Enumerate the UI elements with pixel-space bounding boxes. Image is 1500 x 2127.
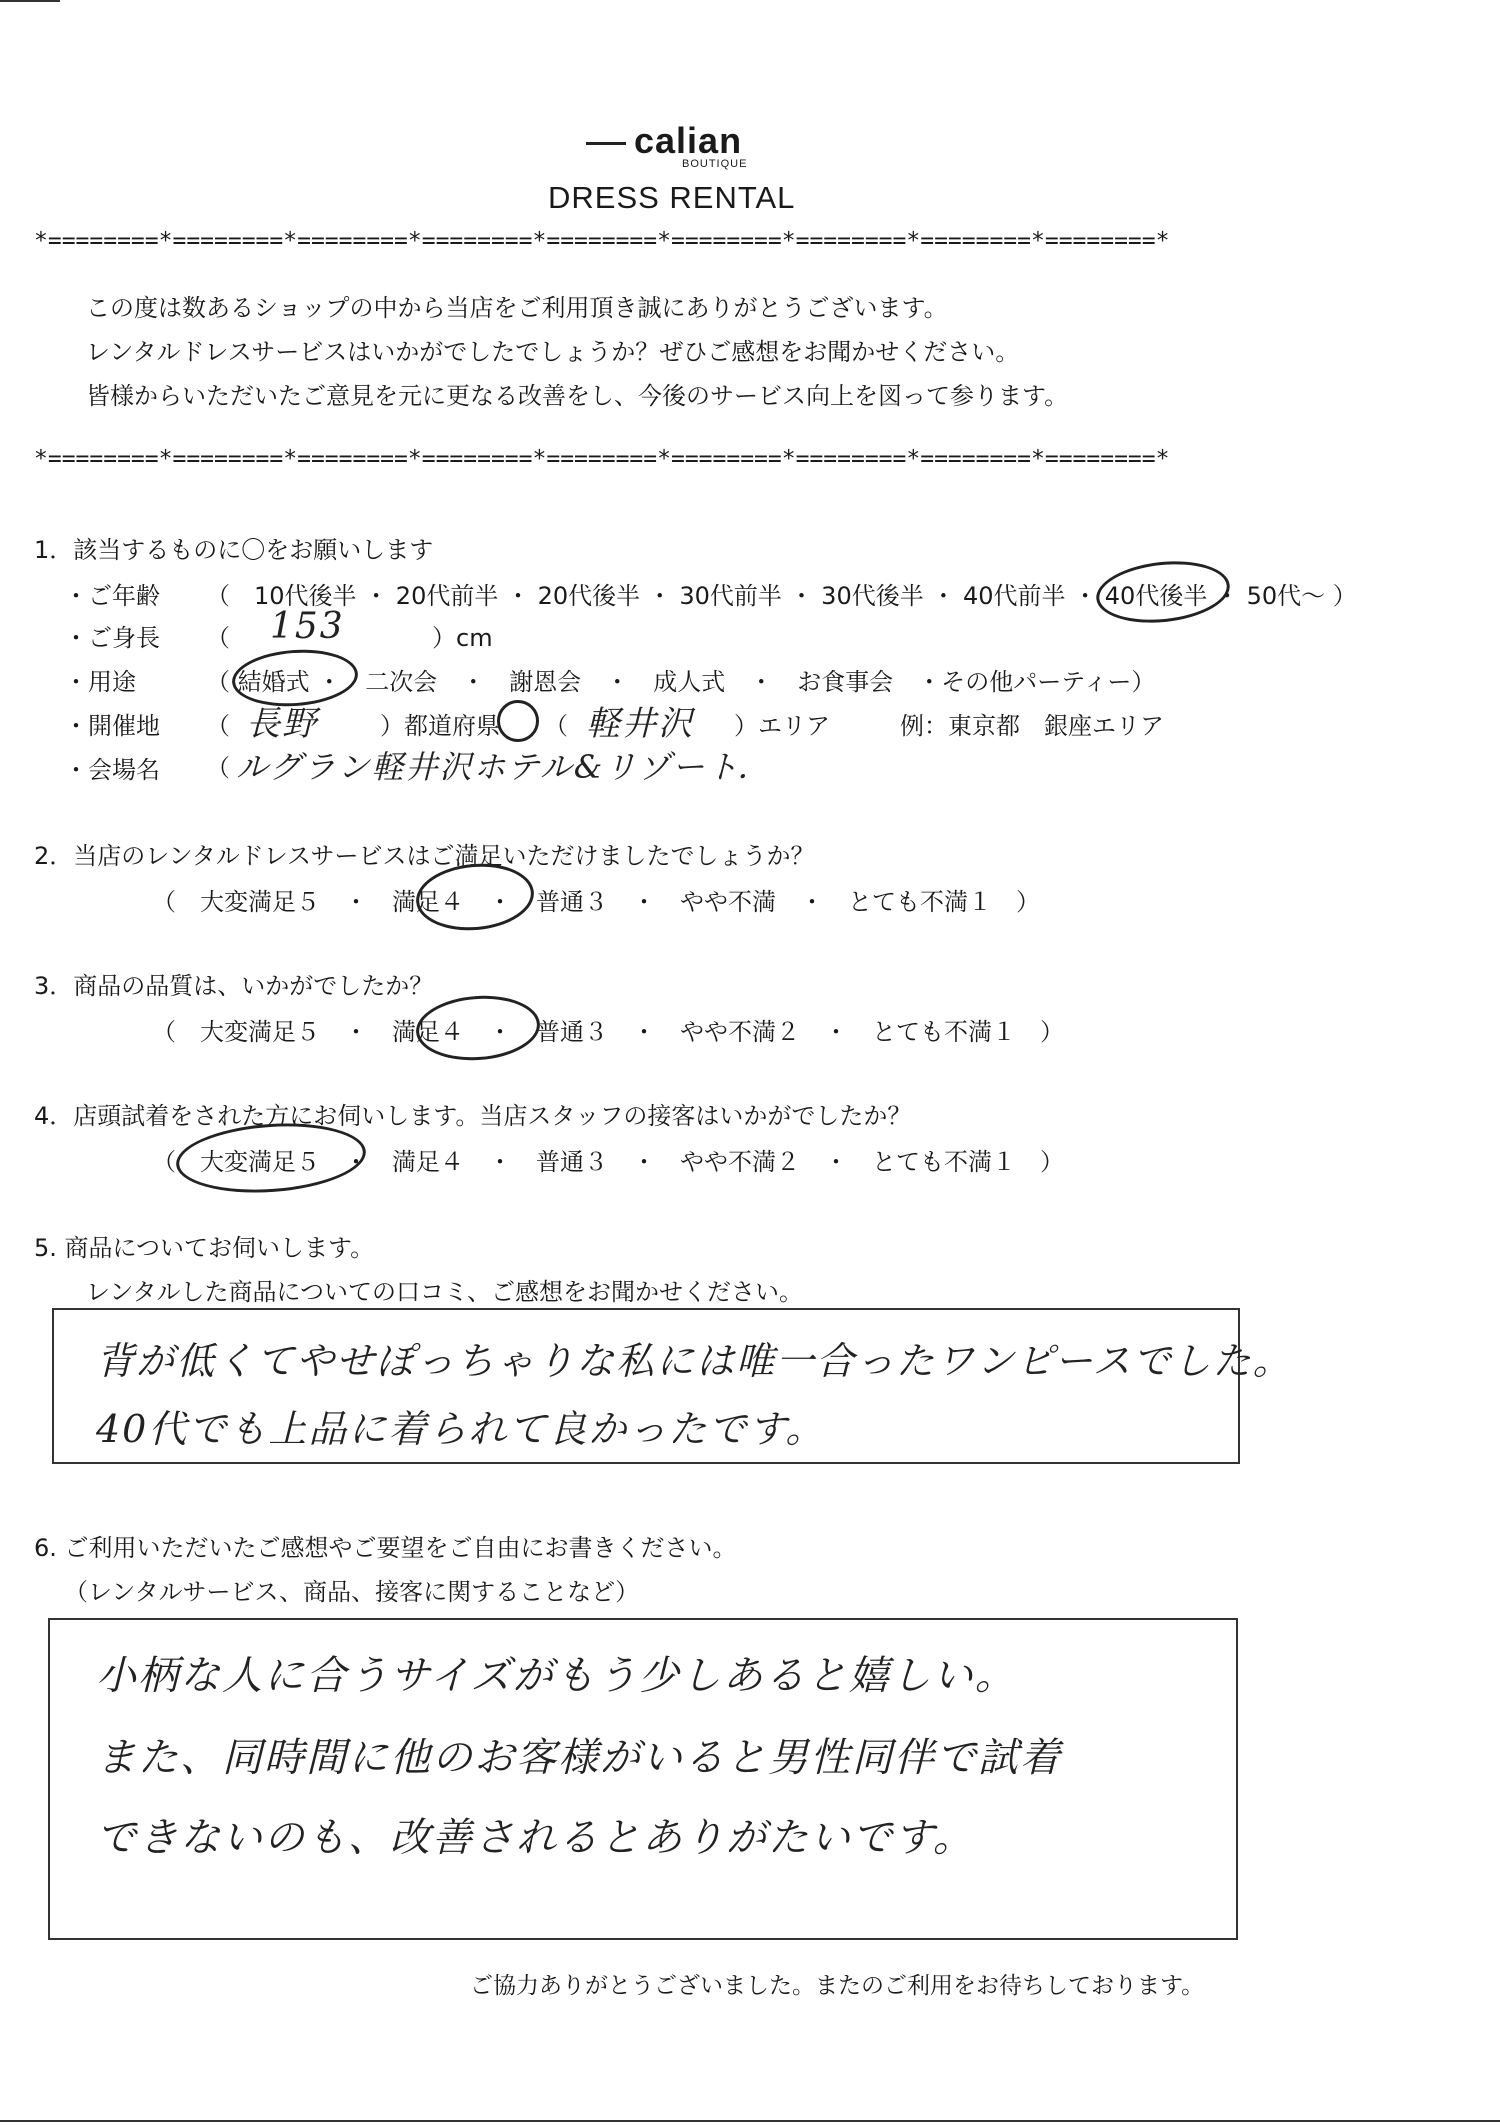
q6-answer-line-1: 小柄な人に合うサイズがもう少しあると嬉しい。 (96, 1653, 1017, 1699)
q4-options: （ 大変満足５ ・ 満足４ ・ 普通３ ・ やや不満２ ・ とても不満１ ） (152, 1148, 1064, 1176)
height-open-paren: （ (206, 624, 230, 652)
q1-title: 1．該当するものに〇をお願いします (34, 536, 434, 564)
q2-options: （ 大変満足５ ・ 満足４ ・ 普通３ ・ やや不満 ・ とても不満１ ） (152, 888, 1040, 916)
q5-answer-line-2: 40代でも上品に着られて良かったです。 (96, 1407, 826, 1451)
logo-dash (586, 142, 626, 145)
height-unit: ）cm (432, 624, 493, 652)
prefecture-value: 長野 (246, 704, 318, 744)
q3-selection-circle (414, 992, 542, 1064)
prefecture-suffix: ）都道府県 (380, 712, 500, 740)
venue-label: ・会場名 (64, 756, 160, 784)
height-value: 153 (270, 606, 345, 647)
divider-top: *========*========*========*========*========*========*========*========*========* (34, 228, 1170, 254)
q4-title: 4．店頭試着をされた方にお伺いします。当店スタッフの接客はいかがでしたか？ (34, 1102, 912, 1130)
divider-bottom: *========*========*========*========*========*========*========*========*========* (34, 446, 1170, 472)
age-options: （ 10代後半 ・ 20代前半 ・ 20代後半 ・ 30代前半 ・ 30代後半 ・ 40代前半 ・ 40代後半 ・ 50代～ ） (206, 582, 1357, 610)
q5-subtitle: レンタルした商品についての口コミ、ご感想をお聞かせください。 (86, 1278, 803, 1306)
prefecture-open-paren: （ (206, 712, 230, 740)
intro-line-1: この度は数あるショップの中から当店をご利用頂き誠にありがとうございます。 (86, 294, 948, 322)
intro-line-2: レンタルドレスサービスはいかがでしたでしょうか？ぜひご感想をお聞かせください。 (86, 338, 1020, 366)
bottom-edge-rule (0, 2120, 1500, 2122)
age-label: ・ご年齢 (64, 582, 160, 610)
q2-title: 2．当店のレンタルドレスサービスはご満足いただけましたでしょうか？ (34, 842, 815, 870)
thank-you-footer: ご協力ありがとうございました。またのご利用をお待ちしております。 (470, 1973, 1205, 1999)
location-example: 例：東京都 銀座エリア (900, 712, 1164, 740)
top-edge-rule (0, 0, 60, 2)
area-suffix: ）エリア (734, 712, 830, 740)
q6-title: 6. ご利用いただいたご感想やご要望をご自由にお書きください。 (34, 1534, 737, 1562)
q6-answer-line-2: また、同時間に他のお客様がいると男性同伴で試着 (96, 1735, 1062, 1781)
prefecture-ken-circle (497, 700, 539, 742)
height-label: ・ご身長 (64, 624, 160, 652)
q5-answer-line-1: 背が低くてやせぽっちゃりな私には唯一合ったワンピースでした。 (96, 1339, 1293, 1383)
area-open-paren: （ (544, 712, 568, 740)
q3-options: （ 大変満足５ ・ 満足４ ・ 普通３ ・ やや不満２ ・ とても不満１ ） (152, 1018, 1064, 1046)
venue-name-value: ルグラン軽井沢ホテル&リゾート． (236, 748, 772, 786)
venue-open-paren: （ (206, 754, 230, 782)
brand-boutique-text: BOUTIQUE (682, 158, 748, 170)
service-title: DRESS RENTAL (548, 180, 796, 215)
venue-area-label: ・開催地 (64, 712, 160, 740)
q6-subtitle: （レンタルサービス、商品、接客に関することなど） (64, 1578, 640, 1606)
area-value: 軽井沢 (586, 704, 694, 744)
brand-logo-text: calian (634, 120, 743, 161)
q5-title: 5. 商品についてお伺いします。 (34, 1234, 375, 1262)
intro-line-3: 皆様からいただいたご意見を元に更なる改善をし、今後のサービス向上を図って参ります。 (86, 382, 1069, 410)
q3-title: 3．商品の品質は、いかがでしたか？ (34, 972, 434, 1000)
use-options: （ 結婚式 ・ 二次会 ・ 謝恩会 ・ 成人式 ・ お食事会 ・その他パーティー） (206, 668, 1156, 696)
age-selection-circle (1093, 555, 1233, 629)
use-label: ・用途 (64, 668, 136, 696)
q6-answer-line-3: できないのも、改善されるとありがたいです。 (96, 1815, 975, 1861)
